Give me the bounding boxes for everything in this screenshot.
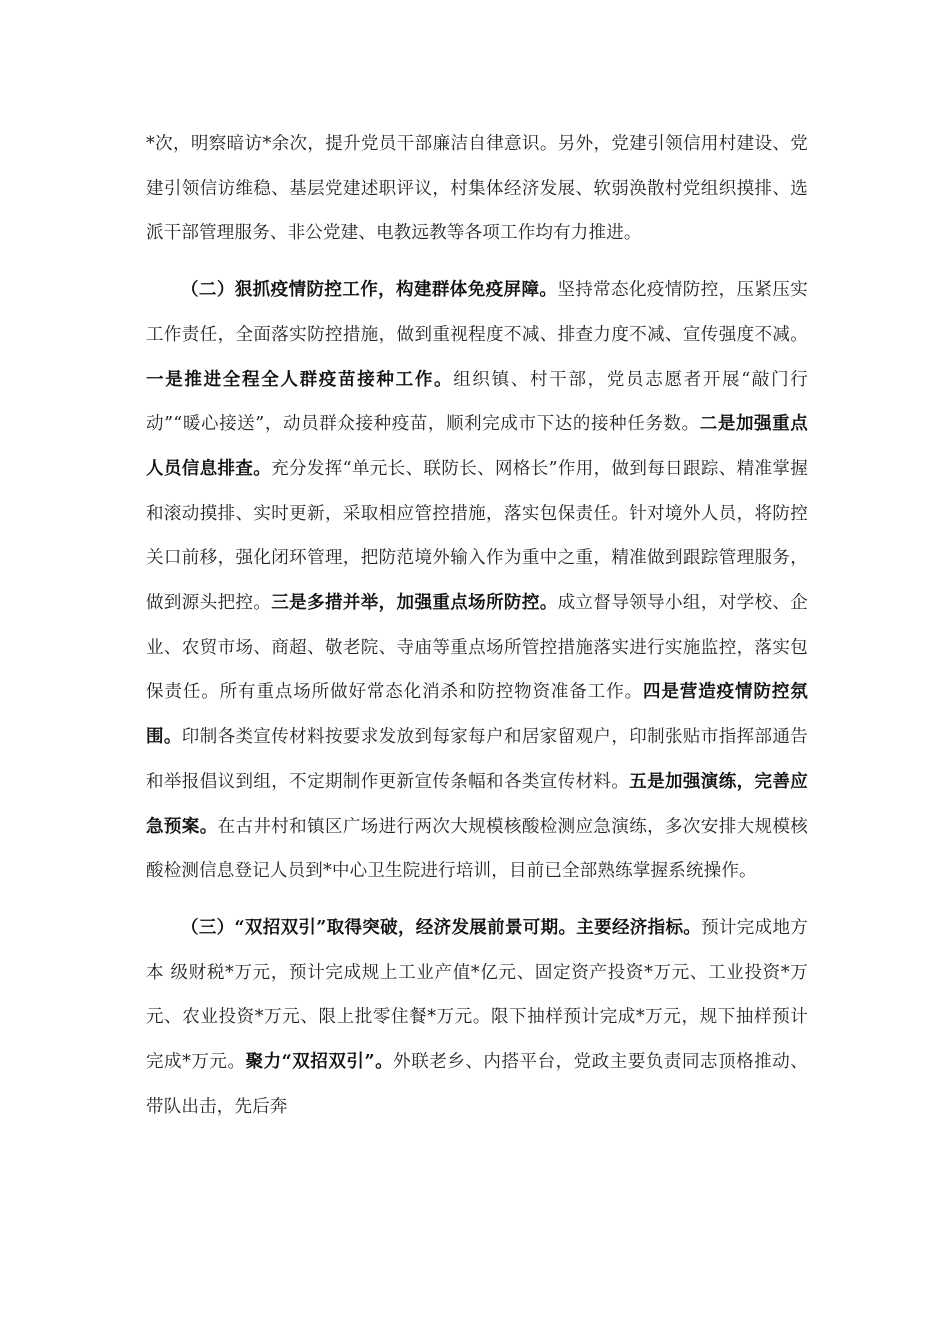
text-run: 成立督导领导小组，对学校、企业、农贸市场、商超、敬老院、寺庙等重点场所管控措施落实进行实施监控，落实包保责任。所有重点场所做好常态化消杀和防控物资准备工作。 xyxy=(146,593,808,703)
paragraph-3 xyxy=(146,906,808,1130)
text-run: *次，明察暗访*余次，提升党员干部廉洁自律意识。另外，党建引领信用村建设、党建引领信访维稳、基层党建述职评议，村集体经济发展、软弱涣散村党组织摸排、选派干部管理服务、非公党建、电教远教等各项工作均有力推进。 xyxy=(146,134,808,244)
document-page xyxy=(146,122,808,1129)
bold-point-3: 三是多措并举，加强重点场所防控。 xyxy=(271,593,558,614)
paragraph-1 xyxy=(146,122,808,256)
text-run: 外联老乡、内搭平台，党政主要负责同志顶格推动、带队出击，先后奔 xyxy=(146,1052,808,1117)
text-run: 预计完成地方本 级财税*万元，预计完成规上工业产值*亿元、固定资产投资*万元、工业投资*万元、农业投资*万元、限上批零住餐*万元。限下抽样预计完成*万元，规下抽样预计完成*万元。 xyxy=(146,917,808,1073)
paragraph-gap xyxy=(146,256,808,268)
section-heading-3: （三）“双招双引”取得突破，经济发展前景可期。主要经济指标。 xyxy=(181,917,702,938)
text-run: 印制各类宣传材料按要求发放到每家每户和居家留观户，印制张贴市指挥部通告和举报倡议到组，不定期制作更新宣传条幅和各类宣传材料。 xyxy=(146,727,808,792)
paragraph-2 xyxy=(146,268,808,894)
bold-point-5: 五是加强演练，完善应急预案。 xyxy=(146,771,808,837)
text-run: 充分发挥“单元长、联防长、网格长”作用，做到每日跟踪、精准掌握和滚动摸排、实时更新，采取相应管控措施，落实包保责任。针对境外人员，将防控关口前移，强化闭环管理，把防范境外输入作为重中之重，精准做到跟踪管理服务，做到源头把控。 xyxy=(146,458,809,614)
section-heading-2: （二）狠抓疫情防控工作，构建群体免疫屏障。 xyxy=(181,280,558,301)
bold-point-1: 一是推进全程全人群疫苗接种工作。 xyxy=(146,369,454,390)
bold-point-4: 四是营造疫情防控氛围。 xyxy=(146,682,808,748)
bold-point-double-recruit: 聚力“双招双引”。 xyxy=(245,1052,394,1073)
text-run: 在古井村和镇区广场进行两次大规模核酸检测应急演练，多次安排大规模核酸检测信息登记人员到*中心卫生院进行培训，目前已全部熟练掌握系统操作。 xyxy=(146,816,808,882)
text-run: 组织镇、村干部，党员志愿者开展“敲门行动”“暖心接送”，动员群众接种疫苗，顺利完成市下达的接种任务数。 xyxy=(146,369,809,435)
paragraph-gap xyxy=(146,894,808,906)
text-run: 坚持常态化疫情防控，压紧压实工作责任，全面落实防控措施，做到重视程度不减、排查力度不减、宣传强度不减。 xyxy=(146,280,808,345)
bold-point-2: 二是加强重点人员信息排查。 xyxy=(146,414,808,479)
